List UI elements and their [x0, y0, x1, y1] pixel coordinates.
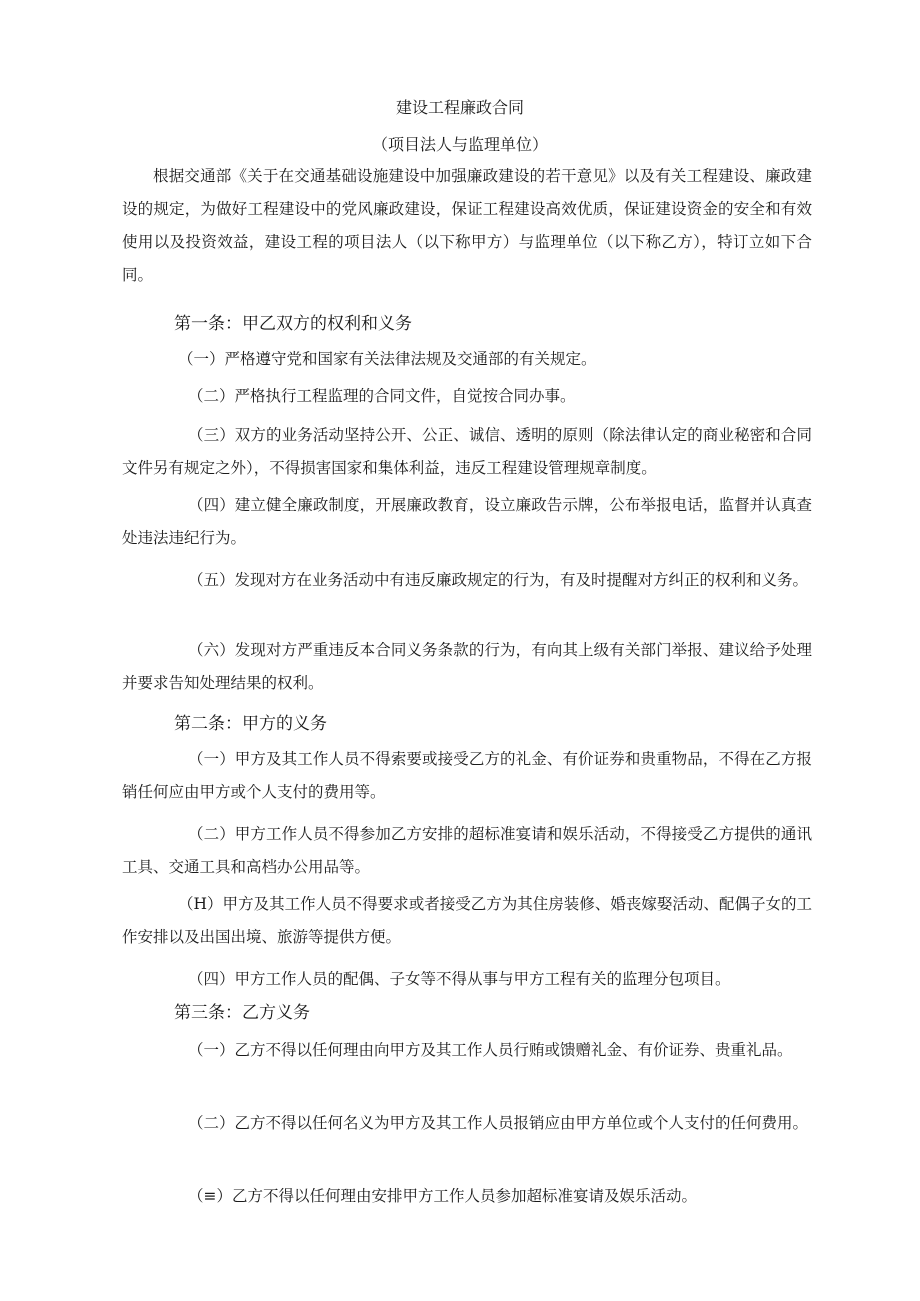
- list-item: （≡）乙方不得以任何理由安排甲方工作人员参加超标准宴请及娱乐活动。: [188, 1187, 697, 1205]
- article-3-item-3: [122, 1180, 812, 1213]
- article-2-item-1: [122, 743, 812, 809]
- article-3: [122, 999, 812, 1027]
- article-1-item-2: [122, 380, 812, 413]
- article-heading: 第二条：甲方的义务: [174, 714, 327, 734]
- list-item: （四）甲方工作人员的配偶、子女等不得从事与甲方工程有关的监理分包项目。: [188, 970, 731, 988]
- list-item: （一）严格遵守党和国家有关法律法规及交通部的有关规定。: [178, 350, 597, 368]
- list-item: （二）严格执行工程监理的合同文件，自觉按合同办事。: [188, 387, 576, 405]
- list-item: （一）甲方及其工作人员不得索要或接受乙方的礼金、有价证券和贵重物品，不得在乙方报销任何应由甲方或个人支付的费用等。: [122, 750, 812, 801]
- article-1: [122, 310, 812, 338]
- article-1-item-6: [122, 634, 812, 700]
- article-heading: 第一条：甲乙双方的权利和义务: [174, 314, 412, 334]
- intro-block: [122, 160, 812, 292]
- list-item: （二）乙方不得以任何名义为甲方及其工作人员报销应由甲方单位或个人支付的任何费用。: [188, 1114, 809, 1132]
- document-subtitle: （项目法人与监理单位）: [371, 135, 548, 154]
- article-1-items: [122, 343, 812, 376]
- article-2-item-3: [122, 888, 812, 954]
- article-3-item-1: [122, 1034, 812, 1067]
- article-1-item-5: [122, 564, 812, 597]
- article-1-item-3: [122, 419, 812, 485]
- article-2-item-2: [122, 818, 812, 884]
- document-title: 建设工程廉政合同: [395, 98, 524, 117]
- article-1-item-4: [122, 489, 812, 555]
- list-item: （一）乙方不得以任何理由向甲方及其工作人员行贿或馈赠礼金、有价证券、贵重礼品。: [188, 1041, 793, 1059]
- article-3-item-2: [122, 1107, 812, 1140]
- list-item: （三）双方的业务活动坚持公开、公正、诚信、透明的原则（除法律认定的商业秘密和合同文件另有规定之外），不得损害国家和集体利益，违反工程建设管理规章制度。: [122, 426, 812, 477]
- list-item: （H）甲方及其工作人员不得要求或者接受乙方为其住房装修、婚丧嫁娶活动、配偶子女的工作安排以及出国出境、旅游等提供方便。: [122, 895, 812, 946]
- article-heading: 第三条：乙方义务: [174, 1003, 310, 1023]
- list-item: （五）发现对方在业务活动中有违反廉政规定的行为，有及时提醒对方纠正的权利和义务。: [188, 571, 809, 589]
- list-item: （二）甲方工作人员不得参加乙方安排的超标准宴请和娱乐活动，不得接受乙方提供的通讯工具、交通工具和高档办公用品等。: [122, 825, 812, 876]
- intro-paragraph: 根据交通部《关于在交通基础设施建设中加强廉政建设的若干意见》以及有关工程建设、廉政建设的规定，为做好工程建设中的党风廉政建设，保证工程建设高效优质，保证建设资金的安全和有效使用以及投资效益，建设工程的项目法人（以下称甲方）与监理单位（以下称乙方），特订立如下合同。: [122, 167, 812, 284]
- article-2: [122, 710, 812, 738]
- article-2-item-4: [122, 963, 812, 996]
- list-item: （四）建立健全廉政制度，开展廉政教育，设立廉政告示牌，公布举报电话，监督并认真查处违法违纪行为。: [122, 496, 812, 547]
- list-item: （六）发现对方严重违反本合同义务条款的行为，有向其上级有关部门举报、建议给予处理并要求告知处理结果的权利。: [122, 641, 812, 692]
